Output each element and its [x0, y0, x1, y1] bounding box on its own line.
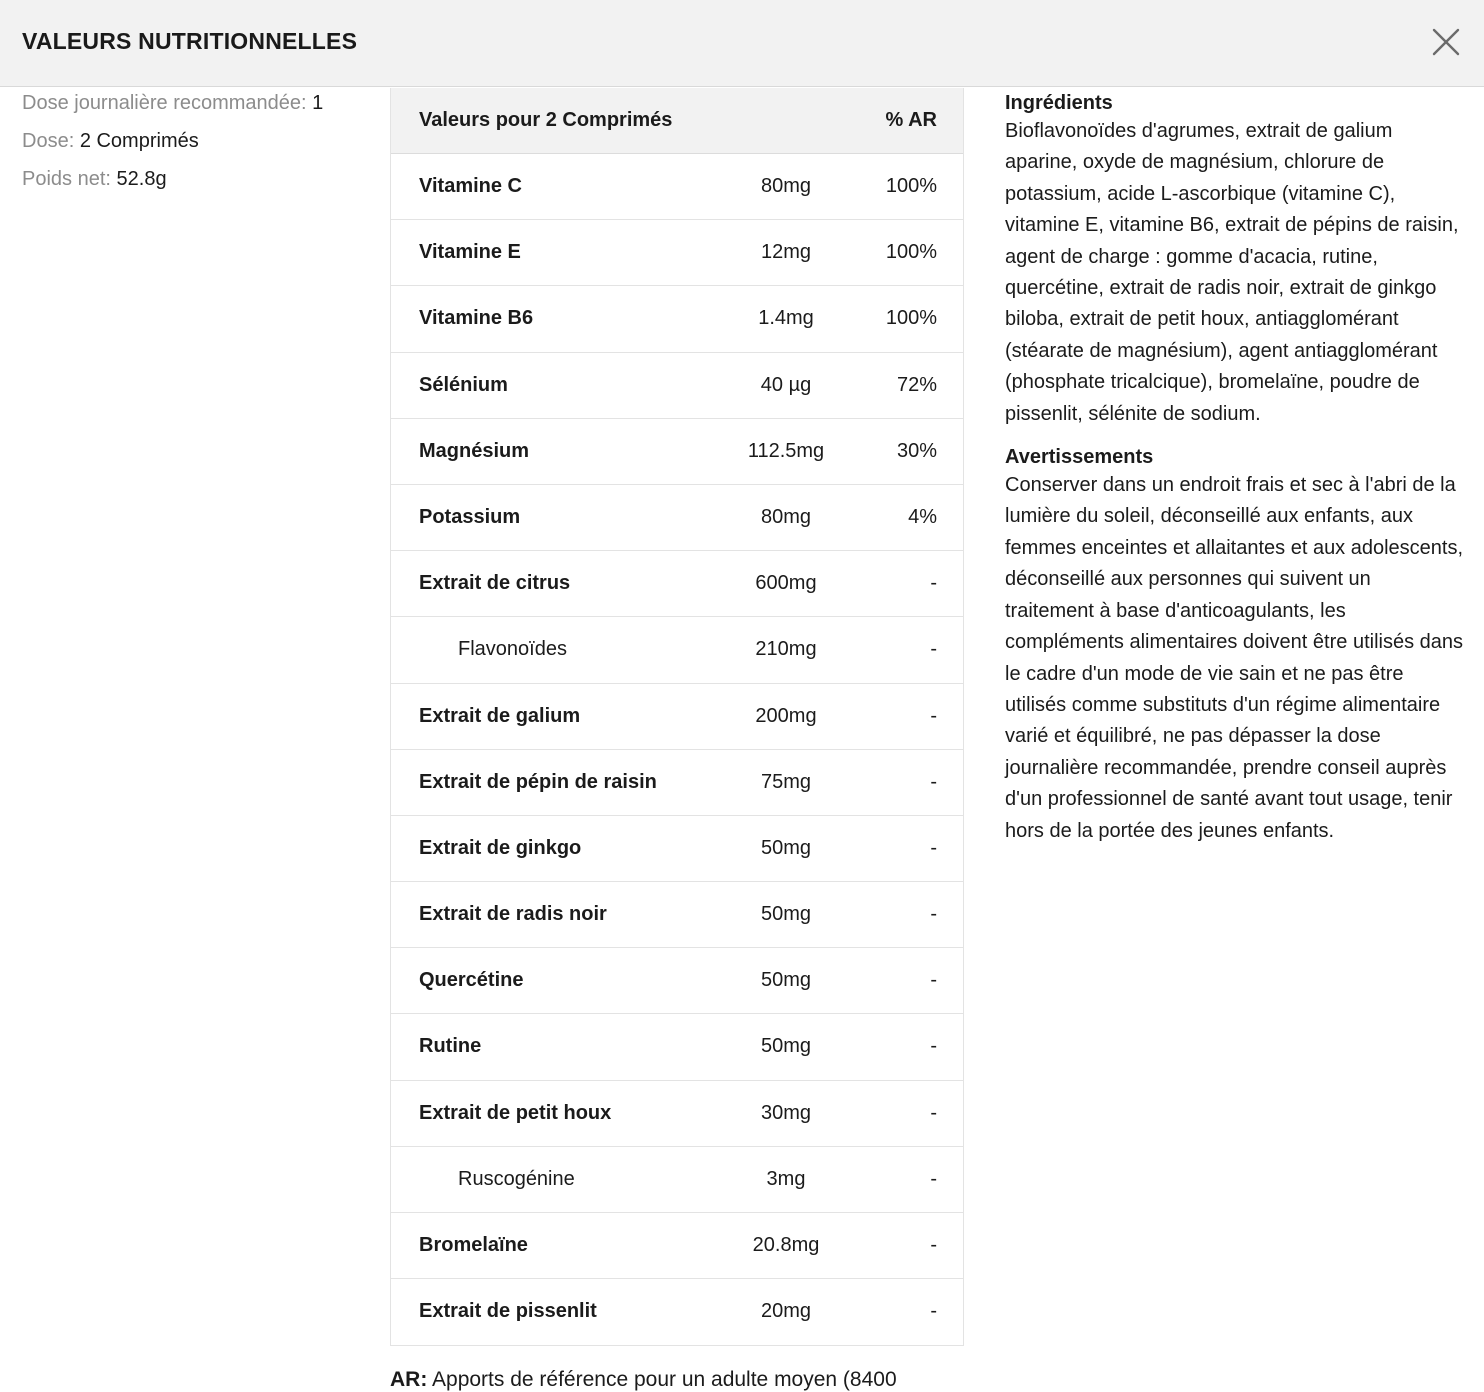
- info-value: 1: [312, 92, 324, 114]
- nutrient-name: Sélénium: [419, 373, 508, 396]
- column-header-values: Valeurs pour 2 Comprimés: [419, 109, 673, 131]
- nutrient-ar-percent: -: [930, 704, 937, 727]
- nutrient-name: Extrait de petit houx: [419, 1101, 612, 1124]
- nutrient-ar-percent: 100%: [885, 307, 937, 330]
- table-row: [391, 684, 963, 750]
- table-row: [391, 286, 963, 352]
- nutrient-name: Extrait de pépin de raisin: [419, 770, 657, 793]
- nutrient-name: Rutine: [419, 1035, 482, 1058]
- table-row: [391, 1213, 963, 1279]
- nutrient-ar-percent: 100%: [885, 175, 937, 197]
- details-column: [1005, 90, 1465, 847]
- footnote: [390, 1368, 897, 1392]
- table-row: [391, 419, 963, 485]
- nutrient-amount: 3mg: [766, 1167, 806, 1190]
- footnote-text: Apports de référence pour un adulte moyen (8400: [427, 1368, 897, 1391]
- nutrient-name: Extrait de galium: [419, 704, 581, 727]
- table-body: [391, 154, 963, 1345]
- nutrient-name: Flavonoïdes: [458, 638, 567, 661]
- table-row: [391, 485, 963, 551]
- info-net-weight: [22, 166, 372, 204]
- ingredients-title: Ingrédients: [1005, 92, 1113, 114]
- modal-header: [0, 0, 1484, 87]
- nutrient-name: Vitamine C: [419, 175, 522, 197]
- table-row: [391, 816, 963, 882]
- nutrient-amount: 20.8mg: [752, 1234, 820, 1256]
- nutrient-name: Extrait de citrus: [419, 572, 571, 595]
- nutrient-name: Potassium: [419, 505, 521, 528]
- close-button[interactable]: [1428, 24, 1464, 60]
- nutrient-name: Bromelaïne: [419, 1234, 528, 1256]
- info-value: 2 Comprimés: [79, 130, 199, 152]
- nutrient-ar-percent: 72%: [896, 373, 937, 396]
- nutrient-name: Magnésium: [419, 439, 530, 462]
- info-label: Dose journalière recommandée:: [22, 92, 307, 114]
- nutrient-amount: 80mg: [760, 175, 812, 197]
- nutrient-ar-percent: -: [930, 1167, 937, 1190]
- product-info: [22, 90, 372, 204]
- warnings-title: Avertissements: [1005, 446, 1154, 469]
- nutrient-amount: 112.5mg: [747, 439, 825, 462]
- footnote-label: AR:: [390, 1368, 428, 1391]
- table-row: [391, 948, 963, 1014]
- nutrient-amount: 30mg: [760, 1101, 812, 1124]
- nutrient-amount: 75mg: [760, 770, 812, 793]
- table-header: [391, 88, 963, 154]
- table-row: [391, 353, 963, 419]
- info-label: Poids net:: [22, 168, 111, 190]
- nutrient-ar-percent: -: [930, 836, 937, 859]
- nutrient-amount: 80mg: [760, 505, 812, 528]
- table-row: [391, 1279, 963, 1345]
- nutrient-amount: 210mg: [755, 638, 817, 661]
- nutrient-amount: 1.4mg: [758, 307, 814, 330]
- info-label: Dose:: [22, 130, 75, 152]
- nutrient-name: Ruscogénine: [458, 1167, 575, 1190]
- info-daily-dose: [22, 90, 372, 128]
- nutrient-ar-percent: -: [930, 572, 937, 595]
- info-value: 52.8g: [116, 168, 167, 190]
- nutrient-amount: 40 µg: [760, 373, 812, 396]
- table-row: [391, 551, 963, 617]
- nutrient-ar-percent: -: [930, 969, 937, 992]
- nutrient-amount: 20mg: [760, 1300, 812, 1323]
- nutrient-amount: 50mg: [760, 969, 812, 992]
- nutrient-amount: 600mg: [755, 572, 817, 595]
- modal-title: VALEURS NUTRITIONNELLES: [22, 28, 358, 54]
- ingredients-text: Bioflavonoïdes d'agrumes, extrait de galium aparine, oxyde de magnésium, chlorure de potassium, acide L-ascorbique (vitamine C), vitamine E, vitamine B6, extrait de pépins de raisin, agent de charge : gomme d'acacia, rutine, quercétine, extrait de radis noir, extrait de ginkgo biloba, extrait de petit houx, antiagglomérant (stéarate de magnésium), agent antiagglomérant (phosphate tricalcique), bromelaïne, poudre de pissenlit, sélénite de sodium.: [1005, 120, 1459, 425]
- nutrient-name: Extrait de ginkgo: [419, 836, 582, 859]
- nutrient-name: Vitamine B6: [419, 307, 534, 330]
- nutrient-ar-percent: -: [930, 903, 937, 926]
- nutrient-ar-percent: -: [930, 1234, 937, 1256]
- nutrient-amount: 50mg: [760, 836, 812, 859]
- nutrient-ar-percent: -: [930, 638, 937, 661]
- nutrient-name: Extrait de pissenlit: [419, 1300, 597, 1323]
- nutrient-name: Vitamine E: [419, 241, 521, 264]
- nutrient-ar-percent: 100%: [885, 241, 937, 264]
- nutrient-amount: 50mg: [760, 903, 812, 926]
- nutrient-ar-percent: 4%: [908, 505, 937, 528]
- table-row: [391, 154, 963, 220]
- table-row: [391, 220, 963, 286]
- table-row: [391, 882, 963, 948]
- nutrient-amount: 200mg: [755, 704, 817, 727]
- nutrient-name: Extrait de radis noir: [419, 903, 607, 926]
- warnings-text: Conserver dans un endroit frais et sec à l'abri de la lumière du soleil, déconseillé aux enfants, aux femmes enceintes et allaitantes et aux adolescents, déconseillé aux personnes qui suivent un traitement à base d'anticoagulants, les compléments alimentaires doivent être utilisés dans le cadre d'un mode de vie sain et ne pas être utilisés comme substituts d'un régime alimentaire varié et équilibré, ne pas dépasser la dose journalière recommandée, prendre conseil auprès d'un professionnel de santé avant tout usage, tenir hors de la portée des jeunes enfants.: [1005, 474, 1464, 842]
- nutrient-amount: 50mg: [760, 1035, 812, 1058]
- table-row: [391, 1014, 963, 1080]
- table-row: [391, 750, 963, 816]
- nutrient-ar-percent: -: [930, 1101, 937, 1124]
- nutrient-amount: 12mg: [760, 241, 812, 264]
- column-header-ar: % AR: [885, 109, 937, 131]
- nutrient-ar-percent: 30%: [896, 439, 937, 462]
- nutrient-name: Quercétine: [419, 969, 524, 992]
- table-row: [391, 617, 963, 683]
- nutrient-ar-percent: -: [930, 770, 937, 793]
- nutrition-table: [390, 88, 964, 1346]
- info-dose: [22, 128, 372, 166]
- close-icon: [1428, 24, 1464, 60]
- nutrient-ar-percent: -: [930, 1035, 937, 1058]
- nutrient-ar-percent: -: [930, 1300, 937, 1323]
- table-row: [391, 1147, 963, 1213]
- table-row: [391, 1081, 963, 1147]
